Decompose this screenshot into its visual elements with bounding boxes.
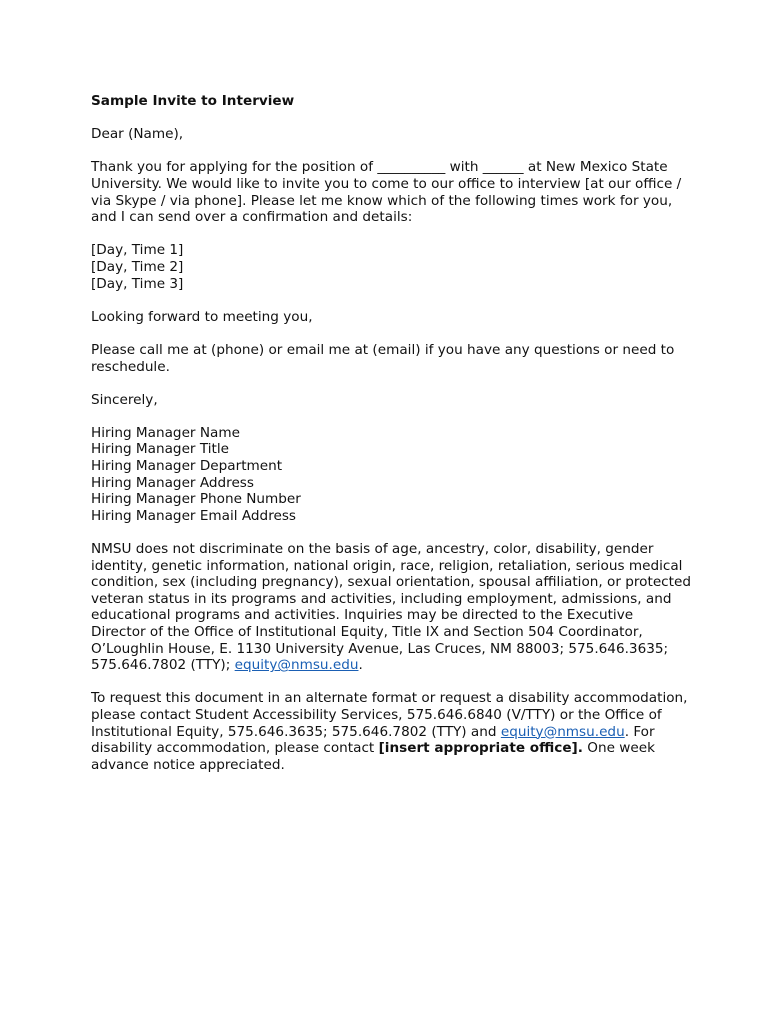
nondiscrimination-paragraph <box>91 541 691 674</box>
looking-forward: Looking forward to meeting you, <box>91 308 313 325</box>
signature-block <box>91 425 691 525</box>
time-options <box>91 242 691 292</box>
closing: Sincerely, <box>91 391 158 408</box>
nondiscrimination-text: NMSU does not discriminate on the basis of age, ancestry, color, disability, gender identity, genetic information, national origin, race, religion, retaliation, serious medical condition, sex (including pregnancy), sexual orientation, spousal affiliation, or protected veteran status in its programs and activities, including employment, admissions, and educational programs and activities. Inquiries may be directed to the Executive Director of the Office of Institutional Equity, Title IX and Section 504 Coordinator, O’Loughlin House, E. 1130 University Avenue, Las Cruces, NM 88003; 575.646.3635; 575.646.7802 (TTY); <box>91 541 691 674</box>
time-option-3: [Day, Time 3] <box>91 275 184 292</box>
signature-name: Hiring Manager Name <box>91 424 240 441</box>
signature-department: Hiring Manager Department <box>91 458 283 475</box>
accommodation-text: To request this document in an alternate format or request a disability accommodation, please contact Student Accessibility Services, 575.646.6840 (V/TTY) or the Office of Institutional Equity, 575.646.3635; 575.646.7802 (TTY) and <box>91 690 688 740</box>
letter-body <box>91 93 691 790</box>
equity-email-link[interactable]: equity@nmsu.edu <box>234 657 359 674</box>
signature-title: Hiring Manager Title <box>91 441 229 458</box>
signature-phone: Hiring Manager Phone Number <box>91 491 301 508</box>
signature-email: Hiring Manager Email Address <box>91 507 297 524</box>
contact-paragraph: Please call me at (phone) or email me at (email) if you have any questions or need to reschedule. <box>91 341 675 375</box>
time-option-2: [Day, Time 2] <box>91 258 184 275</box>
nondiscrimination-end: . <box>358 657 363 674</box>
greeting: Dear (Name), <box>91 126 184 143</box>
signature-address: Hiring Manager Address <box>91 474 254 491</box>
time-option-1: [Day, Time 1] <box>91 242 184 259</box>
document-title: Sample Invite to Interview <box>91 93 295 109</box>
accommodation-end: One week advance notice appreciated. <box>91 740 655 773</box>
intro-paragraph: Thank you for applying for the position of __________ with ______ at New Mexico State University. We would like to invite you to come to our office to interview [at our office / via Skype / via phone]. Please let me know which of the following times work for you, and I can send over a confirmation and details: <box>91 159 682 226</box>
accommodation-office-placeholder: [insert appropriate office]. <box>378 740 583 757</box>
accommodation-email-link[interactable]: equity@nmsu.edu <box>500 723 625 740</box>
accommodation-middle: . For disability accommodation, please contact <box>91 723 655 757</box>
accommodation-paragraph <box>91 690 691 773</box>
